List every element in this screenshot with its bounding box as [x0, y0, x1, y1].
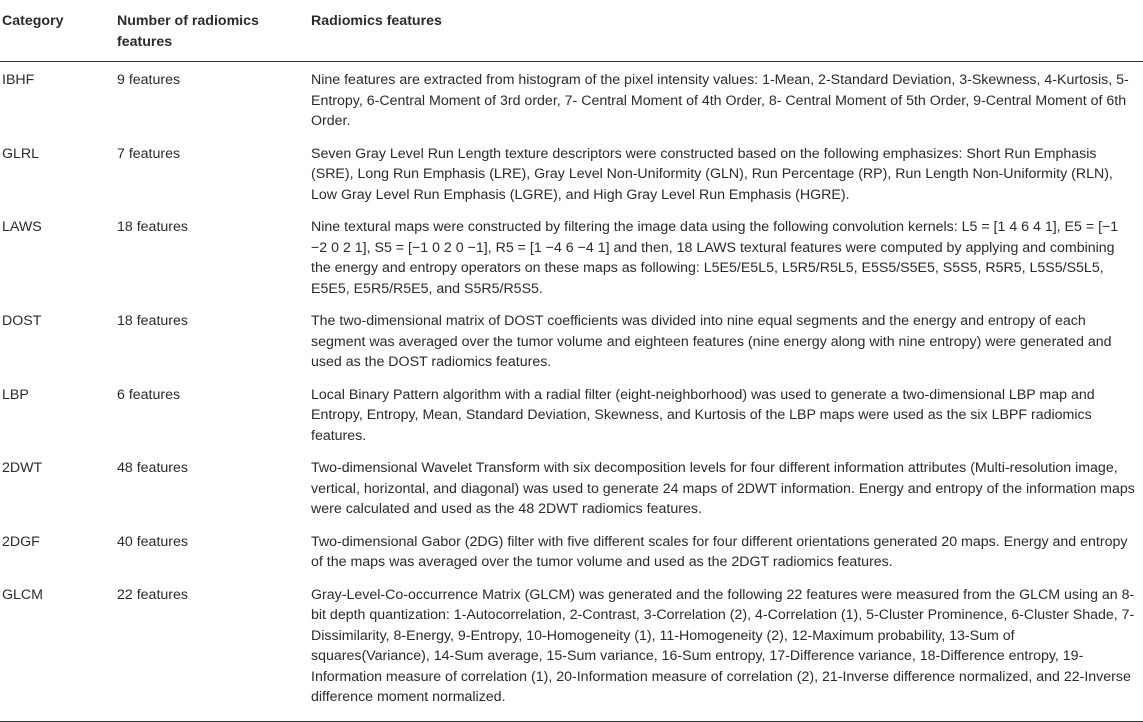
row-feature-count: 18 features — [117, 313, 188, 329]
table-row — [0, 528, 1143, 581]
header-category: Category — [0, 0, 113, 62]
row-feature-count: 22 features — [113, 581, 311, 722]
table-row — [0, 62, 1143, 140]
table-body — [0, 62, 1143, 722]
table-row — [0, 307, 1143, 381]
row-feature-count: 18 features — [117, 219, 188, 235]
row-feature-count: 6 features — [117, 386, 181, 403]
table-row — [0, 213, 1143, 307]
table-row — [0, 381, 1143, 455]
row-description: Local Binary Pattern algorithm with a radial filter (eight-neighborhood) was used to generate a two-dimensional LBP map and Entropy, Entropy, Mean, Standard Deviation, Skewness, and Kurtosis of the LBP maps were used as the six LBPF radiomics features. — [311, 386, 1095, 444]
header-radiomics-features: Radiomics features — [311, 0, 1143, 62]
row-description: Gray-Level-Co-occurrence Matrix (GLCM) was generated and the following 22 features were measured from the GLCM using an 8-bit depth quantization: 1-Autocorrelation, 2-Contrast, 3-Correlation (2), 4-Correlation (1), 5-Cluster Prominence, 6-Cluster Shade, 7-Dissimilarity, 8-Energy, 9-Entropy, 10-Homogeneity (1), 11-Homogeneity (2), 12-Maximum probability, 13-Sum of squares(Variance), 14-Sum average, 15-Sum variance, 16-Sum entropy, 17-Difference variance, 18-Difference entropy, 19-Information measure of correlation (1), 20-Information measure of correlation (2), 21-Inverse difference normalized, and 22-Inverse difference moment normalized. — [311, 581, 1143, 722]
row-description: Nine features are extracted from histogram of the pixel intensity values: 1-Mean, 2-Standard Deviation, 3-Skewness, 4-Kurtosis, 5-Entropy, 6-Central Moment of 3rd order, 7- Central Moment of 4th Order, 8- Central Moment of 5th Order, 9-Central Moment of 6th Order. — [311, 72, 1129, 129]
table-header — [0, 0, 1143, 62]
row-description: Seven Gray Level Run Length texture descriptors were constructed based on the following emphasizes: Short Run Emphasis (SRE), Long Run Emphasis (LRE), Gray Level Non-Uniformity (GLN), Run Percentage (RP), Run Length Non-Uniformity (RLN), Low Gray Level Run Emphasis (LGRE), and High Gray Level Run Emphasis (HGRE). — [311, 145, 1113, 203]
row-description: The two-dimensional matrix of DOST coefficients was divided into nine equal segments and the energy and entropy of each segment was averaged over the tumor volume and eighteen features (nine energy along with nine entropy) were generated and used as the DOST radiomics features. — [311, 313, 1112, 370]
row-feature-count: 9 features — [117, 72, 181, 88]
row-category: 2DGF — [2, 533, 40, 550]
row-category: 2DWT — [2, 460, 43, 476]
row-category: GLRL — [2, 145, 40, 162]
row-description: Two-dimensional Wavelet Transform with six decomposition levels for four different information attributes (Multi-resolution image, vertical, horizontal, and diagonal) was used to generate 24 maps of 2DWT information. Energy and entropy of the information maps were calculated and used as the 48 2DWT radiomics features. — [311, 460, 1135, 517]
row-category: GLCM — [0, 581, 113, 722]
row-category: LBP — [2, 386, 29, 403]
table-row — [0, 581, 1143, 722]
row-feature-count: 7 features — [117, 145, 181, 162]
row-feature-count: 48 features — [117, 460, 188, 476]
header-number-of-features: Number of radiomics features — [113, 0, 311, 62]
header-row — [0, 0, 1143, 62]
row-category: LAWS — [2, 219, 42, 235]
row-description: Nine textural maps were constructed by filtering the image data using the following convolution kernels: L5 = [1 4 6 4 1], E5 = [−1 −2 0 2 1], S5 = [−1 0 2 0 −1], R5 = [1 −4 6 −4 1] and then, 18 LAWS textural features were computed by applying and combining the energy and entropy operators on these maps as following: L5E5/E5L5, L5R5/R5L5, E5S5/S5E5, S5S5, R5R5, L5S5/S5L5, E5E5, E5R5/R5E5, and S5R5/R5S5. — [311, 219, 1119, 297]
table-row — [0, 140, 1143, 214]
row-description: Two-dimensional Gabor (2DG) filter with five different scales for four different orientations generated 20 maps. Energy and entropy of the maps was averaged over the tumor volume and used as the 2DGT radiomics features. — [311, 533, 1128, 570]
row-category: DOST — [2, 313, 42, 329]
row-feature-count: 40 features — [117, 533, 188, 550]
row-category: IBHF — [2, 72, 35, 88]
table-row — [0, 454, 1143, 528]
